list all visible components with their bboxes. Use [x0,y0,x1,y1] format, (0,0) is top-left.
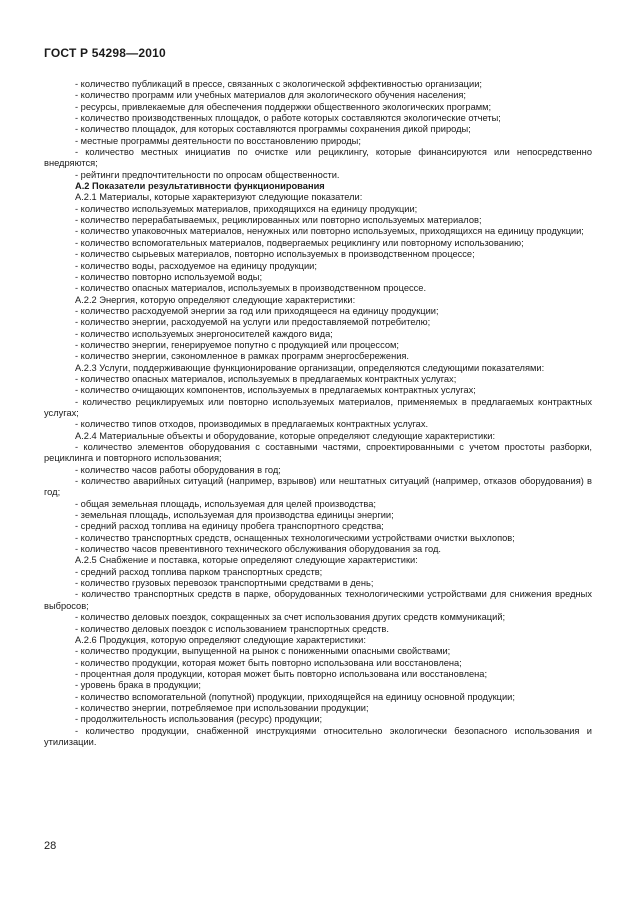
list-item: - количество типов отходов, производимых в предлагаемых контрактных услугах. [75,419,429,430]
list-item: - количество энергии, расходуемой на услуги или предоставляемой потребителю; [75,317,431,328]
page-number: 28 [44,840,57,852]
list-item: - количество воды, расходуемое на единицу продукции; [75,260,317,271]
list-item: - местные программы деятельности по восстановлению природы; [75,135,361,146]
list-item: - количество энергии, генерируемое попутно с продукцией или процессом; [75,339,399,350]
list-item: - количество деловых поездок с использованием транспортных средств. [75,623,389,634]
list-item: - количество местных инициатив по очистке или рециклингу, которые финансируются или непосредственно внедряются; [44,147,592,169]
list-item: - количество площадок, для которых составляются программы сохранения дикой природы; [75,124,471,135]
list-item: - количество используемых материалов, приходящихся на единицу продукции; [75,203,418,214]
list-item: - количество вспомогательных материалов, подвергаемых рециклингу или повторному использованию; [75,237,524,248]
list-item: - количество повторно используемой воды; [75,271,263,282]
list-item: - количество продукции, выпущенной на рынок с пониженными опасными свойствами; [75,646,451,657]
list-item: - количество используемых энергоносителей каждого вида; [75,328,333,339]
list-item: - количество транспортных средств в парке, оборудованных технологическими устройствами для снижения вредных выбросов; [44,589,592,611]
section-heading: А.2 Показатели результативности функционирования [75,181,325,192]
list-item: - средний расход топлива на единицу пробега транспортного средства; [75,521,384,532]
list-item: - количество вспомогательной (попутной) продукции, приходящейся на единицу основной продукции; [75,691,515,702]
list-item: - количество рециклируемых или повторно используемых материалов, применяемых в предлагаемых контрактных услугах; [44,396,592,418]
list-item: - количество элементов оборудования с составными частями, спроектированными с учетом простоты разборки, рециклинга и повторного использования; [44,442,592,464]
list-item: - количество сырьевых материалов, повторно используемых в производственном процессе; [75,249,475,260]
list-item: - общая земельная площадь, используемая для целей производства; [75,498,377,509]
list-item: - количество аварийных ситуаций (например, взрывов) или нештатных ситуаций (например, отказов оборудования) в год; [44,476,592,498]
list-item: - средний расход топлива парком транспортных средств; [75,566,323,577]
list-item: - земельная площадь, используемая для производства единицы энергии; [75,510,394,521]
list-item: - количество опасных материалов, используемых в предлагаемых контрактных услугах; [75,373,457,384]
list-item: - количество продукции, снабженной инструкциями относительно экологически безопасного использования и утилизации. [44,725,592,747]
list-item: - количество часов работы оборудования в год; [75,464,281,475]
list-item: - количество транспортных средств, оснащенных технологическими устройствами очистки выхлопов; [75,532,515,543]
subsection-intro: А.2.1 Материалы, которые характеризуют следующие показатели: [75,192,363,203]
list-item: - количество публикаций в прессе, связанных с экологической эффективностью организации; [75,79,482,89]
list-item: - количество продукции, которая может быть повторно использована или восстановлена; [75,657,462,668]
list-item: - процентная доля продукции, которая может быть повторно использована или восстановлена; [75,668,488,679]
list-item: - количество упаковочных материалов, ненужных или повторно используемых, приходящихся на единицу продукции; [75,226,584,237]
subsection-intro: А.2.2 Энергия, которую определяют следующие характеристики: [75,294,356,305]
subsection-intro: А.2.4 Материальные объекты и оборудование, которые определяют следующие характеристики: [75,430,496,441]
list-item: - количество перерабатываемых, рециклированных или повторно используемых материалов; [75,215,482,226]
list-item: - количество расходуемой энергии за год или приходящееся на единицу продукции; [75,305,439,316]
list-item: - количество грузовых перевозок транспортными средствами в день; [75,578,374,589]
list-item: - количество энергии, сэкономленное в рамках программ энергосбережения. [75,351,410,362]
subsection-intro: А.2.6 Продукция, которую определяют следующие характеристики: [75,634,366,645]
list-item: - количество очищающих компонентов, используемых в предлагаемых контрактных услугах; [75,385,476,396]
list-item: - уровень брака в продукции; [75,680,201,691]
standard-header: ГОСТ Р 54298—2010 [44,46,166,60]
list-item: - количество деловых поездок, сокращенных за счет использования других средств коммуникаций; [75,612,506,623]
list-item: - ресурсы, привлекаемые для обеспечения поддержки общественного экологических программ; [75,101,492,112]
list-item: - количество опасных материалов, используемых в производственном процессе. [75,283,427,294]
list-item: - количество часов превентивного технического обслуживания оборудования за год. [75,544,441,555]
list-item: - количество энергии, потребляемое при использовании продукции; [75,702,369,713]
subsection-intro: А.2.3 Услуги, поддерживающие функционирование организации, определяются следующими показателями: [75,362,545,373]
subsection-intro: А.2.5 Снабжение и поставка, которые определяют следующие характеристики: [75,555,418,566]
list-item: - продолжительность использования (ресурс) продукции; [75,714,323,725]
list-item: - рейтинги предпочтительности по опросам общественности. [75,169,340,180]
list-item: - количество программ или учебных материалов для экологического обучения населения; [75,90,467,101]
body-text [44,79,592,748]
list-item: - количество производственных площадок, о работе которых составляются экологические отчеты; [75,113,501,124]
